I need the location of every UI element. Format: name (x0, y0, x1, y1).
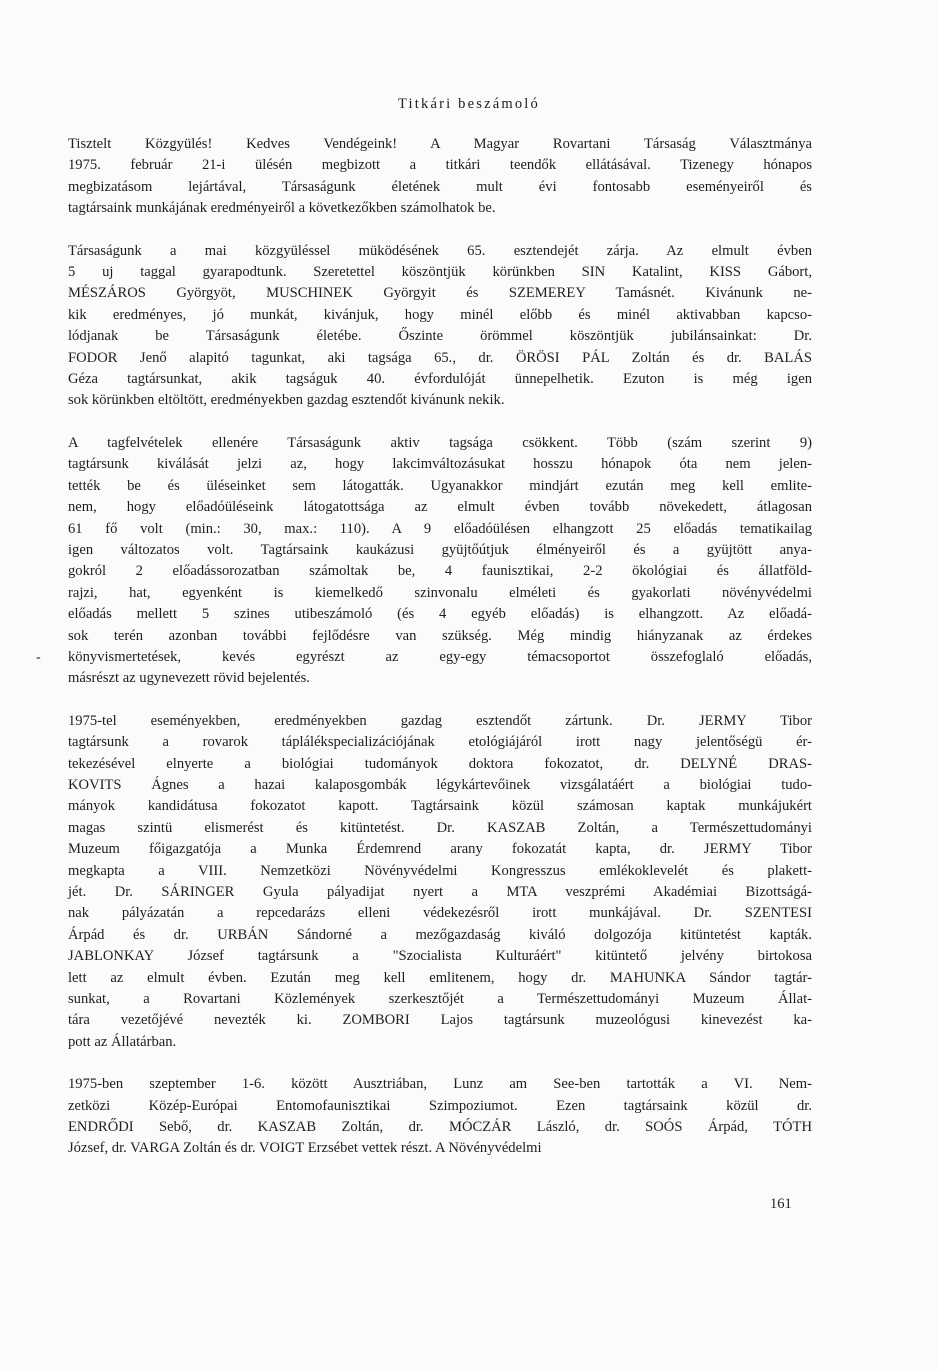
text-line: sok körünkben eltöltött, eredményekben gazdag esztendőt kivánunk nekik. (68, 392, 505, 409)
text-line: tagtársaink munkájának eredményeiről a következőkben számolhatok be. (68, 200, 496, 217)
paragraph (68, 1074, 812, 1160)
text-line: nak pályázatán a repcedarázs elleni védekezésről irott munkájával. Dr. SZENTESI (68, 905, 812, 922)
text-line: Társaságunk a mai közgyüléssel müködésének 65. esztendejét zárja. Az elmult évben (68, 242, 812, 259)
text-line: másrészt az ugynevezett rövid bejelentés. (68, 670, 310, 687)
text-line: lett az elmult évben. Ezután meg kell emlitenem, hogy dr. MAHUNKA Sándor tagtár- (68, 969, 812, 986)
page-number: 161 (770, 1196, 792, 1212)
paragraph (68, 241, 812, 412)
text-line: igen változatos volt. Tagtársaink kaukázusi gyüjtőútjuk élményeiről és a gyüjtött anya- (68, 541, 812, 558)
text-line: Árpád és dr. URBÁN Sándorné a mezőgazdaság kiváló dolgozója kitüntetést kapták. (68, 926, 812, 943)
text-line: mányok kandidátusa fokozatot kapott. Tagtársaink közül számosan kaptak munkájukért (68, 798, 812, 815)
text-line: tették be és üléseinket sem látogatták. Ugyanakkor mindjárt ezután meg kell emlite- (68, 477, 812, 494)
paragraph (68, 134, 812, 220)
page-title: Titkári beszámoló (398, 96, 540, 112)
text-line: 1975-tel eseményekben, eredményekben gazdag esztendőt zártunk. Dr. JERMY Tibor (68, 712, 812, 729)
text-line: tára vezetőjévé nevezték ki. ZOMBORI Lajos tagtársunk muzeológusi kinevezést ka- (68, 1012, 812, 1029)
text-line: KOVITS Ágnes a hazai kalaposgombák légykártevőinek vizsgálatáért a biológiai tudo- (68, 776, 812, 793)
text-line: FODOR Jenő alapitó tagunkat, aki tagsága 65., dr. ÖRÖSI PÁL Zoltán és dr. BALÁS (68, 349, 812, 366)
text-line: Muzeum főigazgatója a Munka Érdemrend arany fokozatát kapta, dr. JERMY Tibor (68, 841, 812, 858)
text-line: 1975. február 21-i ülésén megbizott a titkári teendők ellátásával. Tizenegy hónapos (68, 157, 812, 174)
text-line: tekezésével elnyerte a biológiai tudományok doktora fokozatot, dr. DELYNÉ DRAS- (68, 755, 812, 772)
text-line: kik eredményes, jó munkát, kivánjuk, hogy minél előbb és minél aktivabban kapcso- (68, 306, 812, 323)
text-line: pott az Állatárban. (68, 1033, 177, 1050)
paragraph (68, 433, 812, 690)
text-line: Géza tagtársunkat, akik tagságuk 40. évfordulóját ünnepelhetik. Ezuton is még igen (68, 371, 812, 388)
text-line: tagtársunk a rovarok táplálékspecializációjának etológiájáról irott nagy jelentőségü ér- (68, 734, 812, 751)
text-line: JABLONKAY József tagtársunk a "Szocialista Kulturáért" kitüntető jelvény birtokosa (68, 948, 812, 965)
text-line: jét. Dr. SÁRINGER Gyula pályadijat nyert a MTA veszprémi Akadémiai Bizottságá- (68, 884, 812, 900)
text-line: ENDRŐDI Sebő, dr. KASZAB Zoltán, dr. MÓCZÁR László, dr. SOÓS Árpád, TÓTH (68, 1119, 812, 1136)
text-line: zetközi Közép-Európai Entomofaunisztikai Szimpoziumot. Ezen tagtársaink közül dr. (68, 1097, 812, 1114)
text-line: könyvismertetések, kevés egyrészt az egy-egy témacsoportot összefoglaló előadás, (68, 648, 812, 665)
text-line: gokról 2 előadássorozatban számoltak be, 4 faunisztikai, 2-2 ökológiai és állatföld- (68, 563, 812, 580)
text-line: lódjanak be Társaságunk életébe. Őszinte örömmel köszöntjük jubilánsainkat: Dr. (68, 328, 812, 345)
text-line: 5 uj taggal gyarapodtunk. Szeretettel köszöntjük körünkben SIN Katalint, KISS Gábort, (68, 264, 812, 281)
text-line: rajzi, hat, egyenként is kiemelkedő szinvonalu elméleti és gyakorlati növényvédelmi (68, 584, 812, 601)
text-line: sok terén azonban további fejlődésre van szükség. Még mindig hiányzanak az érdekes (68, 627, 812, 644)
document-body (68, 134, 812, 1181)
paragraph (68, 711, 812, 1054)
text-line: József, dr. VARGA Zoltán és dr. VOIGT Erzsébet vettek részt. A Növényvédelmi (68, 1140, 542, 1157)
text-line: magas szintü elismerést és kitüntetést. Dr. KASZAB Zoltán, a Természettudományi (68, 819, 812, 836)
text-line: MÉSZÁROS Györgyöt, MUSCHINEK Györgyit és SZEMEREY Tamásnét. Kivánunk ne- (68, 285, 812, 302)
margin-mark: - (36, 650, 41, 665)
text-line: megbizatásom lejártával, Társaságunk életének mult évi fontosabb eseményeiről és (68, 178, 812, 195)
text-line: sunkat, a Rovartani Közlemények szerkesztőjét a Természettudományi Muzeum Állat- (68, 991, 812, 1008)
text-line: Tisztelt Közgyülés! Kedves Vendégeink! A Magyar Rovartani Társaság Választmánya (68, 136, 812, 152)
text-line: tagtársunk kiválását jelzi az, hogy lakcimváltozásukat hosszu hónapok óta nem jelen- (68, 456, 812, 473)
text-line: előadás mellett 5 szines utibeszámoló (és 4 egyéb előadás) is elhangzott. Az előadá- (68, 606, 812, 623)
text-line: megkapta a VIII. Nemzetközi Növényvédelmi Kongresszus emlékoklevelét és plakett- (68, 862, 812, 879)
text-line: 61 fő volt (min.: 30, max.: 110). A 9 előadóülésen elhangzott 25 előadás tematikailag (68, 520, 812, 537)
text-line: nem, hogy előadóüléseink látogatottsága az elmult évben tovább növekedett, átlagosan (68, 499, 812, 516)
text-line: A tagfelvételek ellenére Társaságunk aktiv tagsága csökkent. Több (szám szerint 9) (68, 434, 812, 451)
text-line: 1975-ben szeptember 1-6. között Ausztriában, Lunz am See-ben tartották a VI. Nem- (68, 1076, 812, 1093)
